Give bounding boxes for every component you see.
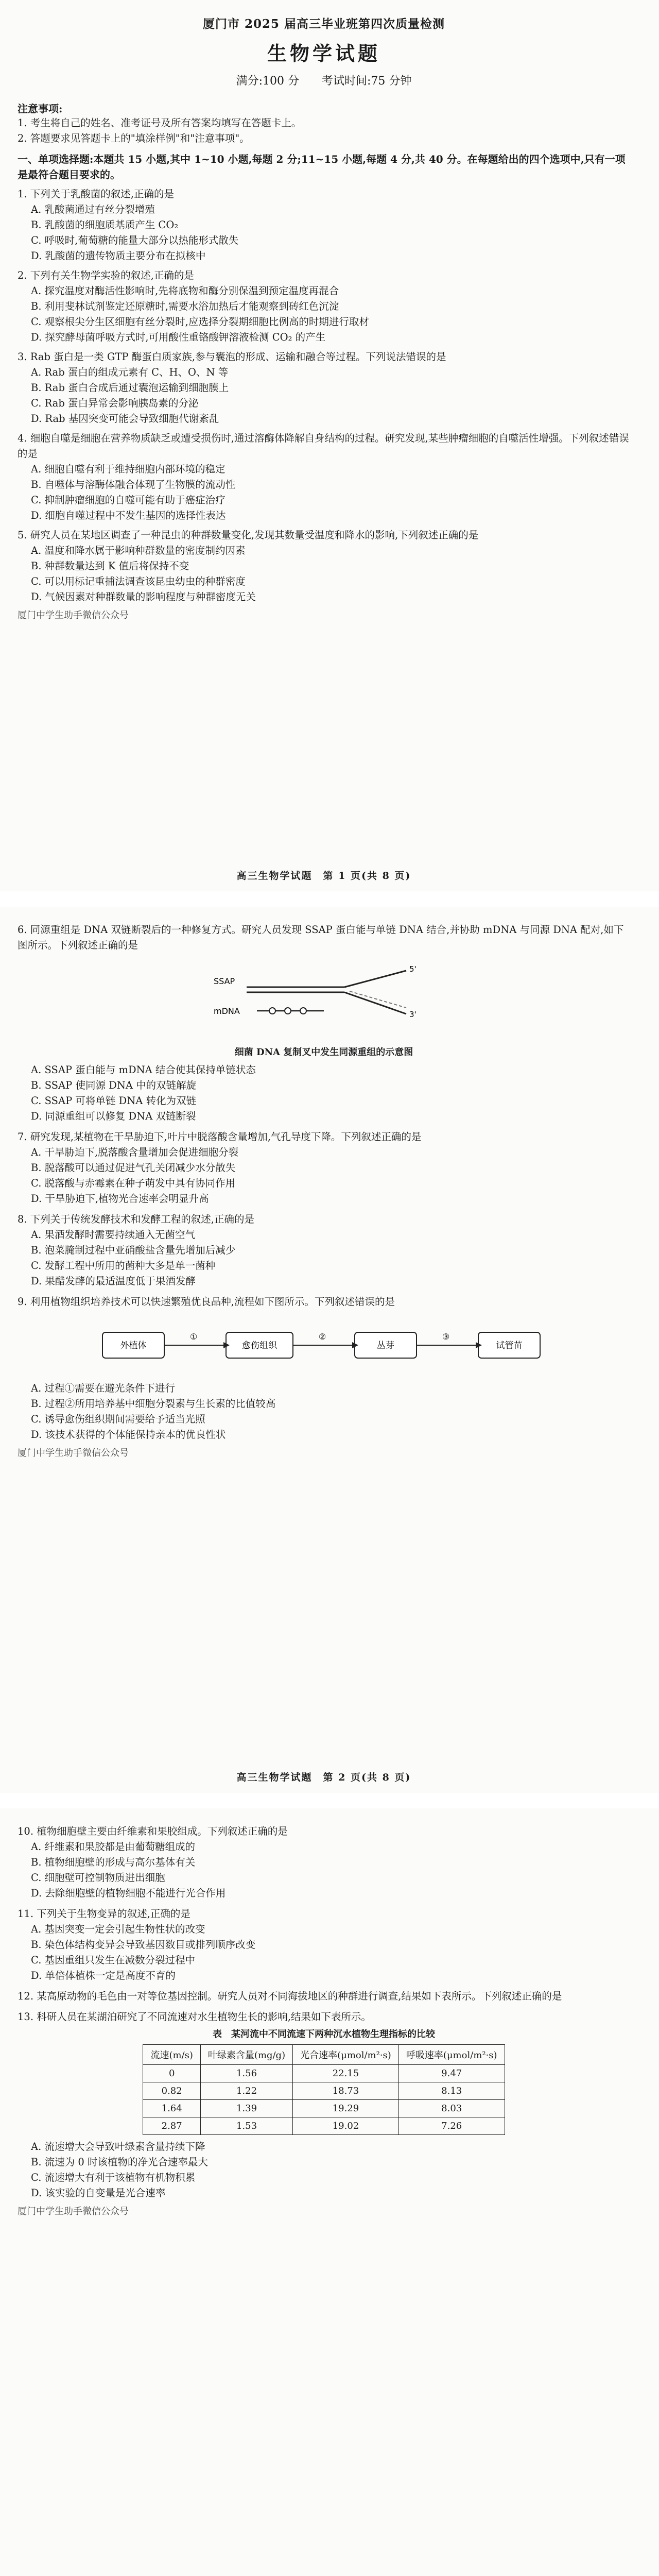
option-a: A. 细胞自噬有利于维持细胞内部环境的稳定 bbox=[31, 463, 226, 475]
option-b: B. Rab 蛋白合成后通过囊泡运输到细胞膜上 bbox=[31, 382, 229, 394]
option-a: A. 流速增大会导致叶绿素含量持续下降 bbox=[31, 2141, 205, 2153]
question-10 bbox=[18, 1824, 630, 1901]
fig-label-5prime: 5' bbox=[409, 964, 417, 974]
flow-step-num: ③ bbox=[442, 1332, 450, 1342]
flow-step-num: ② bbox=[318, 1332, 326, 1342]
question-6 bbox=[18, 922, 630, 1124]
table-cell: 8.13 bbox=[398, 2082, 505, 2100]
watermark-text: 厦门中学生助手微信公众号 bbox=[18, 610, 129, 621]
option-b: B. 泡菜腌制过程中亚硝酸盐含量先增加后减少 bbox=[31, 1244, 236, 1256]
option-c: C. SSAP 可将单链 DNA 转化为双链 bbox=[31, 1095, 197, 1107]
school-header: 厦门市 2025 届高三毕业班第四次质量检测 bbox=[202, 17, 445, 31]
notice-item: 2. 答题要求见答题卡上的"填涂样例"和"注意事项"。 bbox=[18, 132, 250, 144]
table-cell: 7.26 bbox=[398, 2117, 505, 2135]
table-cell: 0 bbox=[143, 2065, 200, 2082]
flow-step-explant: 外植体 bbox=[120, 1341, 147, 1351]
option-b: B. 脱落酸可以通过促进气孔关闭减少水分散失 bbox=[31, 1162, 236, 1174]
question-stem: 7. 研究发现,某植物在干旱胁迫下,叶片中脱落酸含量增加,气孔导度下降。下列叙述正确的是 bbox=[18, 1131, 422, 1143]
table-cell: 0.82 bbox=[143, 2082, 200, 2100]
option-d: D. 探究酵母菌呼吸方式时,可用酸性重铬酸钾溶液检测 CO₂ 的产生 bbox=[31, 331, 326, 343]
table-row bbox=[143, 2082, 505, 2100]
option-a: A. 果酒发酵时需要持续通入无菌空气 bbox=[31, 1229, 195, 1241]
option-a: A. 纤维素和果胶都是由葡萄糖组成的 bbox=[31, 1841, 195, 1853]
question-13 bbox=[18, 2009, 630, 2201]
question-11 bbox=[18, 1906, 630, 1984]
table-header: 呼吸速率(μmol/m²·s) bbox=[398, 2045, 505, 2065]
table-header: 流速(m/s) bbox=[143, 2045, 200, 2065]
option-b: B. 自噬体与溶酶体融合体现了生物膜的流动性 bbox=[31, 479, 236, 490]
option-d: D. 该实验的自变量是光合速率 bbox=[31, 2187, 166, 2199]
question-stem: 4. 细胞自噬是细胞在营养物质缺乏或遭受损伤时,通过溶酶体降解自身结构的过程。研究发现,某些肿瘤细胞的自噬活性增强。下列叙述错误的是 bbox=[18, 432, 629, 460]
question-stem: 8. 下列关于传统发酵技术和发酵工程的叙述,正确的是 bbox=[18, 1213, 255, 1225]
question-stem: 12. 某高原动物的毛色由一对等位基因控制。研究人员对不同海拔地区的种群进行调查,结果如下表所示。下列叙述正确的是 bbox=[18, 1990, 562, 2002]
option-c: C. Rab 蛋白异常会影响胰岛素的分泌 bbox=[31, 397, 199, 409]
score-time-info: 满分:100 分 考试时间:75 分钟 bbox=[236, 75, 412, 88]
option-a: A. 基因突变一定会引起生物性状的改变 bbox=[31, 1923, 205, 1935]
question-2 bbox=[18, 268, 630, 345]
fig-label-mdna: mDNA bbox=[214, 1006, 240, 1016]
option-b: B. 种群数量达到 K 值后将保持不变 bbox=[31, 560, 189, 572]
page-footer: 高三生物学试题 第 1 页(共 8 页) bbox=[236, 870, 411, 882]
option-a: A. 探究温度对酶活性影响时,先将底物和酶分别保温到预定温度再混合 bbox=[31, 285, 339, 297]
option-c: C. 发酵工程中所用的菌种大多是单一菌种 bbox=[31, 1260, 216, 1272]
table-cell: 9.47 bbox=[398, 2065, 505, 2082]
question-stem: 10. 植物细胞壁主要由纤维素和果胶组成。下列叙述正确的是 bbox=[18, 1825, 288, 1837]
option-c: C. 细胞壁可控制物质进出细胞 bbox=[31, 1872, 165, 1884]
question-4 bbox=[18, 431, 630, 523]
option-d: D. 气候因素对种群数量的影响程度与种群密度无关 bbox=[31, 591, 256, 603]
fig-label-ssap: SSAP bbox=[214, 976, 235, 986]
option-b: B. 利用斐林试剂鉴定还原糖时,需要水浴加热后才能观察到砖红色沉淀 bbox=[31, 300, 339, 312]
option-d: D. 乳酸菌的遗传物质主要分布在拟核中 bbox=[31, 250, 206, 262]
option-d: D. Rab 基因突变可能会导致细胞代谢紊乱 bbox=[31, 413, 219, 425]
page-gap bbox=[0, 1793, 659, 1808]
tissue-culture-flow-figure bbox=[92, 1317, 556, 1374]
question-8 bbox=[18, 1212, 630, 1289]
option-c: C. 诱导愈伤组织期间需要给予适当光照 bbox=[31, 1413, 205, 1425]
flow-step-shoot: 丛芽 bbox=[377, 1341, 394, 1351]
option-d: D. 去除细胞壁的植物细胞不能进行光合作用 bbox=[31, 1887, 226, 1899]
question-stem: 11. 下列关于生物变异的叙述,正确的是 bbox=[18, 1908, 190, 1920]
question-12 bbox=[18, 1989, 630, 2004]
option-c: C. 脱落酸与赤霉素在种子萌发中具有协同作用 bbox=[31, 1177, 236, 1189]
option-a: A. 温度和降水属于影响种群数量的密度制约因素 bbox=[31, 545, 246, 556]
exam-page-2 bbox=[0, 907, 659, 1793]
option-a: A. 过程①需要在避光条件下进行 bbox=[31, 1382, 175, 1394]
option-d: D. 同源重组可以修复 DNA 双链断裂 bbox=[31, 1110, 196, 1122]
option-c: C. 流速增大有利于该植物有机物积累 bbox=[31, 2172, 196, 2183]
option-b: B. 过程②所用培养基中细胞分裂素与生长素的比值较高 bbox=[31, 1398, 276, 1410]
table-cell: 1.56 bbox=[200, 2065, 292, 2082]
table-cell: 1.22 bbox=[200, 2082, 292, 2100]
option-c: C. 抑制肿瘤细胞的自噬可能有助于癌症治疗 bbox=[31, 494, 226, 506]
notice-heading: 注意事项: bbox=[18, 103, 63, 115]
figure-caption: 细菌 DNA 复制叉中发生同源重组的示意图 bbox=[234, 1047, 413, 1058]
question-9 bbox=[18, 1294, 630, 1443]
table-cell: 1.39 bbox=[200, 2100, 292, 2117]
table-header-row bbox=[143, 2045, 505, 2065]
option-d: D. 该技术获得的个体能保持亲本的优良性状 bbox=[31, 1429, 226, 1440]
notice-item: 1. 考生将自己的姓名、准考证号及所有答案均填写在答题卡上。 bbox=[18, 117, 302, 129]
exam-page-3 bbox=[0, 1808, 659, 2576]
question-stem: 13. 科研人员在某湖泊研究了不同流速对水生植物生长的影响,结果如下表所示。 bbox=[18, 2011, 371, 2023]
table-header: 叶绿素含量(mg/g) bbox=[200, 2045, 292, 2065]
question-stem: 6. 同源重组是 DNA 双链断裂后的一种修复方式。研究人员发现 SSAP 蛋白能与单链 DNA 结合,并协助 mDNA 与同源 DNA 配对,如下图所示。下列叙述正确的是 bbox=[18, 924, 624, 951]
option-d: D. 单倍体植株一定是高度不育的 bbox=[31, 1970, 176, 1981]
table-row bbox=[143, 2065, 505, 2082]
option-b: B. SSAP 使同源 DNA 中的双链解旋 bbox=[31, 1079, 197, 1091]
question-stem: 1. 下列关于乳酸菌的叙述,正确的是 bbox=[18, 188, 175, 200]
flow-step-callus: 愈伤组织 bbox=[242, 1341, 277, 1351]
watermark-text: 厦门中学生助手微信公众号 bbox=[18, 2206, 129, 2217]
question-stem: 5. 研究人员在某地区调查了一种昆虫的种群数量变化,发现其数量受温度和降水的影响,下列叙述正确的是 bbox=[18, 529, 479, 541]
page-footer: 高三生物学试题 第 2 页(共 8 页) bbox=[236, 1772, 411, 1783]
table-row bbox=[143, 2117, 505, 2135]
option-b: B. 流速为 0 时该植物的净光合速率最大 bbox=[31, 2156, 209, 2168]
table-caption: 表 某河流中不同流速下两种沉水植物生理指标的比较 bbox=[213, 2029, 435, 2040]
table-cell: 2.87 bbox=[143, 2117, 200, 2135]
flow-rate-table bbox=[143, 2044, 505, 2135]
question-3 bbox=[18, 349, 630, 427]
table-header: 光合速率(μmol/m²·s) bbox=[293, 2045, 399, 2065]
option-d: D. 细胞自噬过程中不发生基因的选择性表达 bbox=[31, 510, 226, 521]
question-5 bbox=[18, 528, 630, 605]
option-b: B. 植物细胞壁的形成与高尔基体有关 bbox=[31, 1856, 196, 1868]
page-title: 生物学试题 bbox=[267, 42, 380, 65]
question-stem: 2. 下列有关生物学实验的叙述,正确的是 bbox=[18, 269, 195, 281]
option-c: C. 可以用标记重捕法调查该昆虫幼虫的种群密度 bbox=[31, 575, 246, 587]
watermark-text: 厦门中学生助手微信公众号 bbox=[18, 1448, 129, 1459]
replication-fork-figure bbox=[190, 960, 458, 1038]
option-c: C. 观察根尖分生区细胞有丝分裂时,应选择分裂期细胞比例高的时期进行取材 bbox=[31, 316, 369, 328]
exam-page-1 bbox=[0, 0, 659, 891]
option-c: C. 呼吸时,葡萄糖的能量大部分以热能形式散失 bbox=[31, 234, 239, 246]
table-cell: 19.02 bbox=[293, 2117, 399, 2135]
option-b: B. 乳酸菌的细胞质基质产生 CO₂ bbox=[31, 219, 179, 231]
question-stem: 3. Rab 蛋白是一类 GTP 酶蛋白质家族,参与囊泡的形成、运输和融合等过程。下列说法错误的是 bbox=[18, 351, 446, 363]
table-cell: 22.15 bbox=[293, 2065, 399, 2082]
table-cell: 8.03 bbox=[398, 2100, 505, 2117]
fig-label-3prime: 3' bbox=[409, 1010, 417, 1019]
page-gap bbox=[0, 891, 659, 907]
flow-step-num: ① bbox=[189, 1332, 198, 1342]
option-d: D. 干旱胁迫下,植物光合速率会明显升高 bbox=[31, 1193, 209, 1205]
option-a: A. 干旱胁迫下,脱落酸含量增加会促进细胞分裂 bbox=[31, 1146, 239, 1158]
option-a: A. SSAP 蛋白能与 mDNA 结合使其保持单链状态 bbox=[31, 1064, 256, 1076]
question-7 bbox=[18, 1129, 630, 1207]
table-cell: 18.73 bbox=[293, 2082, 399, 2100]
flow-step-plantlet: 试管苗 bbox=[496, 1341, 523, 1351]
table-cell: 1.53 bbox=[200, 2117, 292, 2135]
section-heading: 一、单项选择题:本题共 15 小题,其中 1~10 小题,每题 2 分;11~15 小题,每题 4 分,共 40 分。在每题给出的四个选项中,只有一项是最符合题目要求的。 bbox=[18, 153, 626, 181]
option-a: A. Rab 蛋白的组成元素有 C、H、O、N 等 bbox=[31, 366, 229, 378]
option-a: A. 乳酸菌通过有丝分裂增殖 bbox=[31, 204, 155, 215]
question-1 bbox=[18, 187, 630, 264]
table-cell: 1.64 bbox=[143, 2100, 200, 2117]
option-b: B. 染色体结构变异会导致基因数目或排列顺序改变 bbox=[31, 1939, 256, 1951]
table-row bbox=[143, 2100, 505, 2117]
question-stem: 9. 利用植物组织培养技术可以快速繁殖优良品种,流程如下图所示。下列叙述错误的是 bbox=[18, 1296, 395, 1308]
table-cell: 19.29 bbox=[293, 2100, 399, 2117]
option-c: C. 基因重组只发生在减数分裂过程中 bbox=[31, 1954, 196, 1966]
option-d: D. 果醋发酵的最适温度低于果酒发酵 bbox=[31, 1275, 196, 1287]
